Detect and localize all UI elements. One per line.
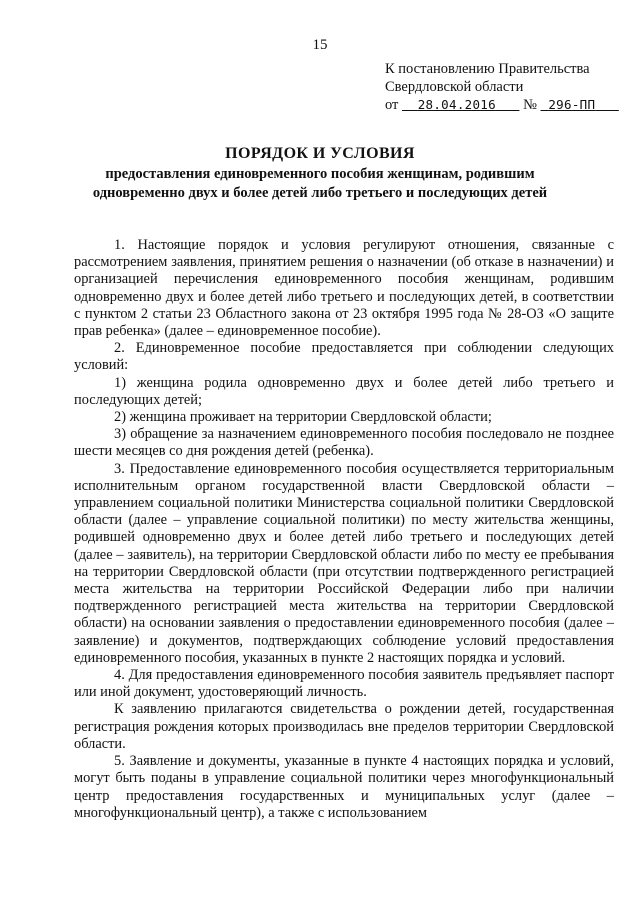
paragraph-2: 2. Единовременное пособие предоставляется при соблюдении следующих условий: [74,340,614,374]
paragraph-3: 3. Предоставление единовременного пособия осуществляется территориальным исполнительным органом государственной власти Свердловской области – управлением социальной политики Министерства социальной политики Свердловской области (далее – управление социальной политики) по месту жительства женщины, родившей одновременно двух и более детей либо третьего и последующих детей (далее – заявитель), на территории Свердловской области либо по месту ее пребывания на территории Свердловской области (при отсутствии подтвержденного регистрацией места жительства на территории Российской Федерации либо при наличии подтвержденного регистрацией места жительства на территории Свердловской области) на основании заявления о предоставлении единовременного пособия (далее – заявление) и документов, подтверждающих соблюдение условий предоставления единовременного пособия, указанных в пункте 2 настоящих порядка и условий. [74,460,614,666]
paragraph-1: 1. Настоящие порядок и условия регулируют отношения, связанные с рассмотрением заявления, принятием решения о назначении (об отказе в назначении) и организацией перечисления единовременного пособия женщинам, родившим одновременно двух и более детей либо третьего и последующих детей, в соответствии с пунктом 2 статьи 23 Областного закона от 23 октября 1995 года № 28-ОЗ «О защите прав ребенка» (далее – единовременное пособие). [74,237,614,340]
number-prefix: № [523,97,537,113]
paragraph-2-item-3: 3) обращение за назначением единовременного пособия последовало не позднее шести месяцев со дня рождения детей (ребенка). [74,426,614,460]
approval-line-2: Свердловской области [385,79,524,95]
paragraph-2-item-1: 1) женщина родила одновременно двух и более детей либо третьего и последующих детей; [74,374,614,408]
approval-line-1: К постановлению Правительства [385,61,590,77]
document-body [74,237,614,822]
paragraph-5: 5. Заявление и документы, указанные в пункте 4 настоящих порядка и условий, могут быть поданы в управление социальной политики через многофункциональный центр предоставления государственных и муниципальных услуг (далее – многофункциональный центр), а также с использованием [74,753,614,821]
page-number: 15 [312,37,328,53]
paragraph-4-attachments: К заявлению прилагаются свидетельства о рождении детей, государственная регистрация рождения которых производилась вне пределов территории Свердловской области. [74,701,614,752]
approval-date: 28.04.2016 [417,97,496,112]
approval-date-line [385,96,625,114]
approval-block [385,60,625,114]
approval-number: 296-ПП [548,97,596,112]
paragraph-2-item-2: 2) женщина проживает на территории Свердловской области; [114,409,492,426]
paragraph-4: 4. Для предоставления единовременного пособия заявитель предъявляет паспорт или иной документ, удостоверяющий личность. [74,667,614,701]
document-title: ПОРЯДОК И УСЛОВИЯ [225,145,415,162]
document-subtitle: предоставления единовременного пособия женщинам, родившим одновременно двух и более детей либо третьего и последующих детей [92,166,548,201]
date-prefix: от [385,97,399,113]
